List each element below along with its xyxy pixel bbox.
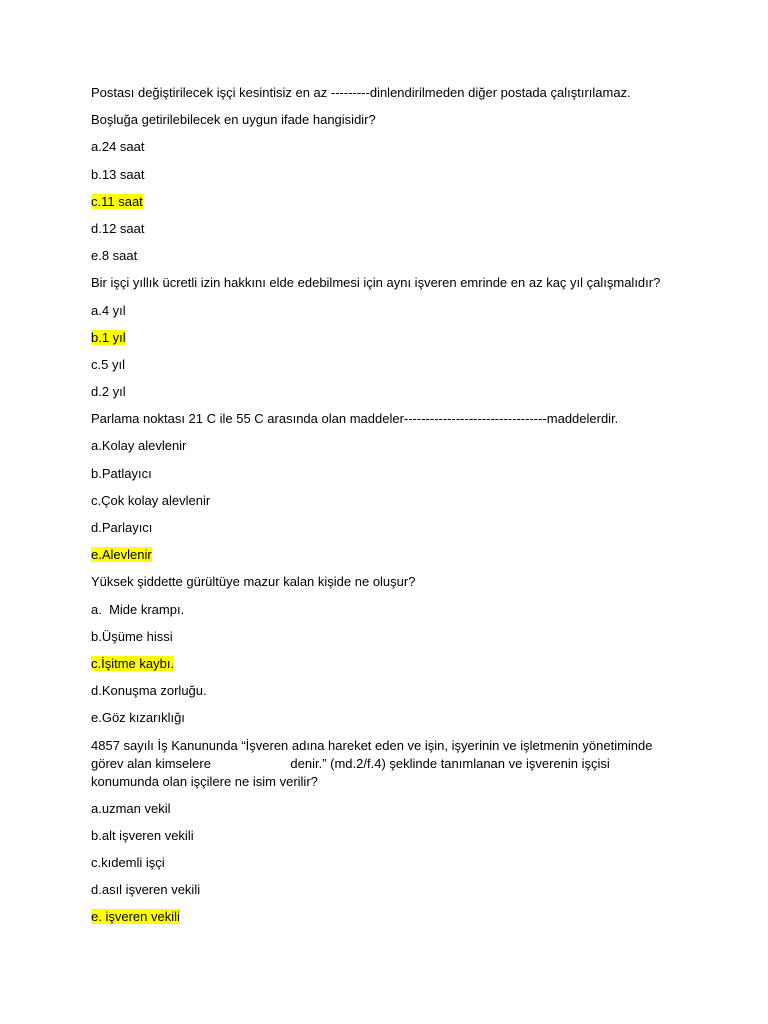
question-stem-block <box>91 737 691 791</box>
answer-option-text: c.kıdemli işçi <box>91 855 165 871</box>
answer-option <box>91 628 691 646</box>
answer-option-text: a.4 yıl <box>91 302 126 318</box>
answer-option <box>91 302 691 320</box>
answer-option <box>91 709 691 727</box>
correct-answer-option <box>91 193 691 211</box>
correct-answer-option <box>91 655 691 673</box>
question-stem: Postası değiştirilecek işçi kesintisiz en az ---------dinlendirilmeden diğer postada çalıştırılamaz. <box>91 85 631 100</box>
question-stem-line: konumunda olan işçilere ne isim verilir? <box>91 773 318 789</box>
highlighted-answer-text: e. işveren vekili <box>91 909 180 925</box>
correct-answer-option <box>91 546 691 564</box>
answer-option-text: b.13 saat <box>91 166 145 182</box>
answer-option <box>91 682 691 700</box>
answer-option <box>91 220 691 238</box>
answer-option-text: d.asıl işveren vekili <box>91 882 201 898</box>
question-4 <box>91 573 691 727</box>
answer-option-text: b.alt işveren vekili <box>91 827 194 843</box>
question-1 <box>91 84 691 265</box>
correct-answer-option <box>91 329 691 347</box>
answer-option-text: d.12 saat <box>91 220 145 236</box>
answer-option <box>91 827 691 845</box>
answer-option <box>91 854 691 872</box>
highlighted-answer-text: e.Alevlenir <box>91 547 152 563</box>
question-stem-line: görev alan kimselere denir.” (md.2/f.4) şeklinde tanımlanan ve işverenin işçisi <box>91 755 610 771</box>
correct-answer-option <box>91 908 691 926</box>
answer-option-text: c.5 yıl <box>91 356 125 372</box>
answer-option-text: e.8 saat <box>91 248 138 264</box>
question-stem: Bir işçi yıllık ücretli izin hakkını elde edebilmesi için aynı işveren emrinde en az kaç yıl çalışmalıdır? <box>91 275 661 291</box>
answer-option-text: d.Konuşma zorluğu. <box>91 683 207 699</box>
answer-option <box>91 881 691 899</box>
answer-option-text: a.uzman vekil <box>91 800 171 816</box>
answer-option <box>91 601 691 619</box>
highlighted-answer-text: c.İşitme kaybı. <box>91 655 175 671</box>
question-stem-line: 4857 sayılı İş Kanununda “İşveren adına hareket eden ve işin, işyerinin ve işletmenin yönetiminde <box>91 737 653 753</box>
answer-option <box>91 492 691 510</box>
answer-option-text: e.Göz kızarıklığı <box>91 710 185 726</box>
answer-option <box>91 166 691 184</box>
answer-option <box>91 247 691 265</box>
highlighted-answer-text: c.11 saat <box>91 193 143 209</box>
answer-option-text: a.Kolay alevlenir <box>91 438 187 454</box>
answer-option <box>91 437 691 455</box>
answer-option-text: a.24 saat <box>91 139 145 155</box>
answer-option-text: d.2 yıl <box>91 384 126 400</box>
question-5 <box>91 737 691 927</box>
answer-option-text: b.Patlayıcı <box>91 465 152 481</box>
document-page <box>91 84 691 936</box>
question-3 <box>91 410 691 564</box>
question-stem: Boşluğa getirilebilecek en uygun ifade hangisidir? <box>91 112 376 128</box>
question-2 <box>91 274 691 401</box>
answer-option <box>91 383 691 401</box>
question-stem: Parlama noktası 21 C ile 55 C arasında olan maddeler---------------------------------maddelerdir. <box>91 411 619 427</box>
answer-option <box>91 800 691 818</box>
answer-option <box>91 519 691 537</box>
answer-option-text: b.Üşüme hissi <box>91 628 173 644</box>
answer-option <box>91 356 691 374</box>
question-stem: Yüksek şiddette gürültüye mazur kalan kişide ne oluşur? <box>91 574 416 590</box>
answer-option <box>91 465 691 483</box>
highlighted-answer-text: b.1 yıl <box>91 329 126 345</box>
answer-option-text: c.Çok kolay alevlenir <box>91 492 211 508</box>
answer-option-text: a. Mide krampı. <box>91 601 185 617</box>
answer-option <box>91 138 691 156</box>
answer-option-text: d.Parlayıcı <box>91 520 153 535</box>
